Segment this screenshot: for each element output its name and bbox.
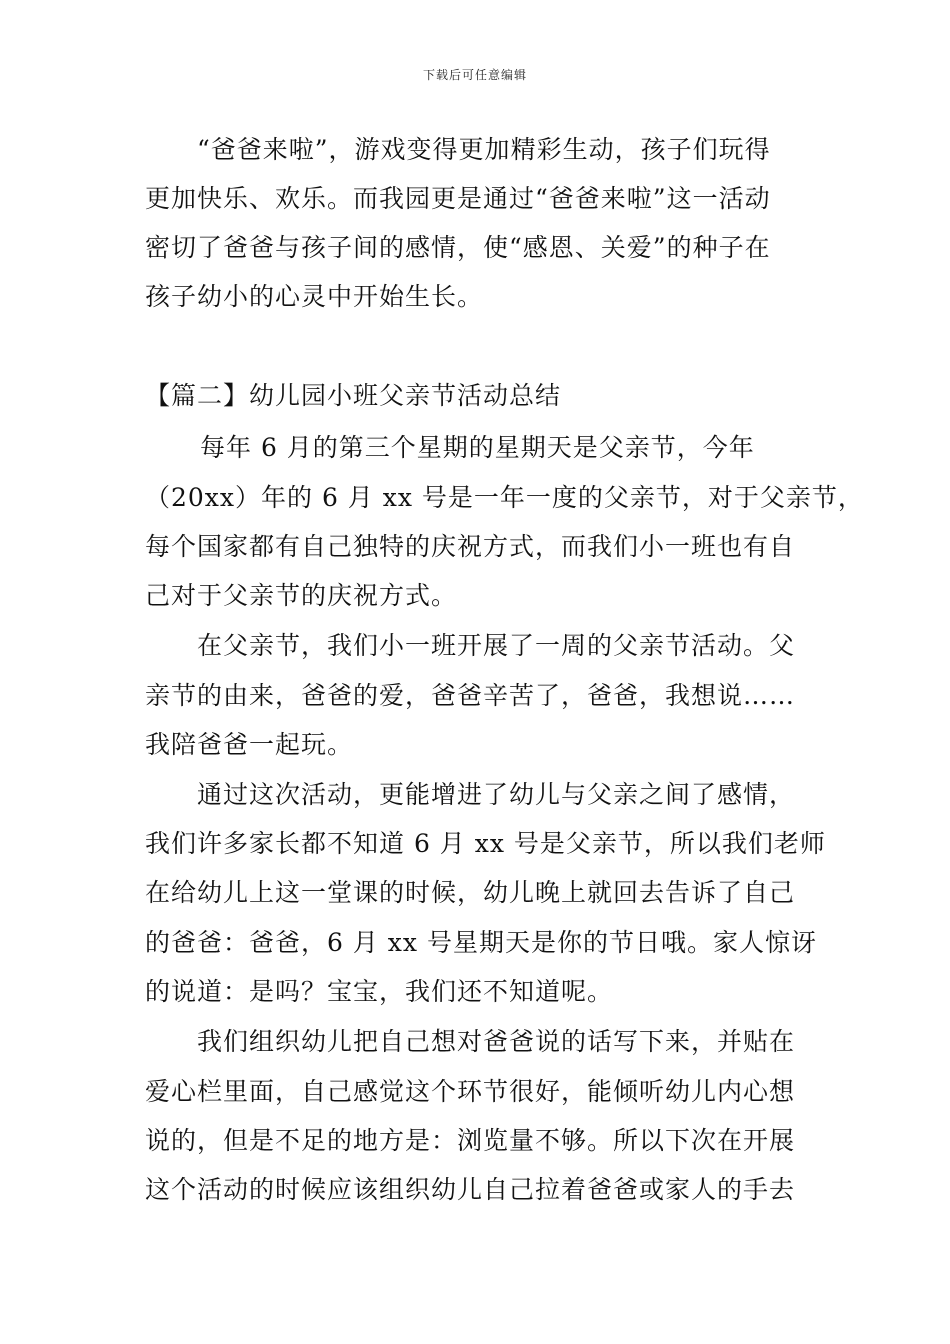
paragraph-2-line-1: 每年 6 月的第三个星期的星期天是父亲节，今年 [200, 433, 755, 462]
paragraph-2-line-2: （20xx）年的 6 月 xx 号是一年一度的父亲节，对于父亲节， [145, 483, 864, 512]
page-header-note: 下载后可任意编辑 [422, 68, 527, 82]
section-heading: 【篇二】幼儿园小班父亲节活动总结 [145, 381, 562, 410]
paragraph-5-line-4: 这个活动的时候应该组织幼儿自己拉着爸爸或家人的手去 [145, 1175, 796, 1204]
paragraph-4-line-5: 的说道：是吗？宝宝，我们还不知道呢。 [145, 977, 614, 1006]
paragraph-4-line-4: 的爸爸：爸爸，6 月 xx 号星期天是你的节日哦。家人惊讶 [145, 928, 817, 957]
paragraph-5-line-2: 爱心栏里面，自己感觉这个环节很好，能倾听幼儿内心想 [145, 1077, 796, 1106]
paragraph-2-line-3: 每个国家都有自己独特的庆祝方式，而我们小一班也有自 [145, 532, 796, 561]
paragraph-4-line-1: 通过这次活动，更能增进了幼儿与父亲之间了感情， [197, 780, 796, 809]
paragraph-5-line-1: 我们组织幼儿把自己想对爸爸说的话写下来，并贴在 [197, 1027, 796, 1056]
paragraph-2-line-4: 己对于父亲节的庆祝方式。 [145, 581, 458, 610]
paragraph-3-line-1: 在父亲节，我们小一班开展了一周的父亲节活动。父 [197, 631, 796, 660]
paragraph-1-line-1: “爸爸来啦”，游戏变得更加精彩生动，孩子们玩得 [197, 135, 771, 164]
paragraph-4-line-3: 在给幼儿上这一堂课的时候，幼儿晚上就回去告诉了自己 [145, 878, 796, 907]
paragraph-3-line-3: 我陪爸爸一起玩。 [145, 730, 354, 759]
paragraph-1-line-4: 孩子幼小的心灵中开始生长。 [145, 282, 484, 311]
paragraph-3-line-2: 亲节的由来，爸爸的爱，爸爸辛苦了，爸爸，我想说…… [145, 681, 796, 710]
paragraph-4-line-2: 我们许多家长都不知道 6 月 xx 号是父亲节，所以我们老师 [145, 829, 826, 858]
paragraph-5-line-3: 说的，但是不足的地方是：浏览量不够。所以下次在开展 [145, 1126, 796, 1155]
paragraph-1-line-3: 密切了爸爸与孩子间的感情，使“感恩、关爱”的种子在 [145, 233, 771, 262]
paragraph-1-line-2: 更加快乐、欢乐。而我园更是通过“爸爸来啦”这一活动 [145, 184, 771, 213]
